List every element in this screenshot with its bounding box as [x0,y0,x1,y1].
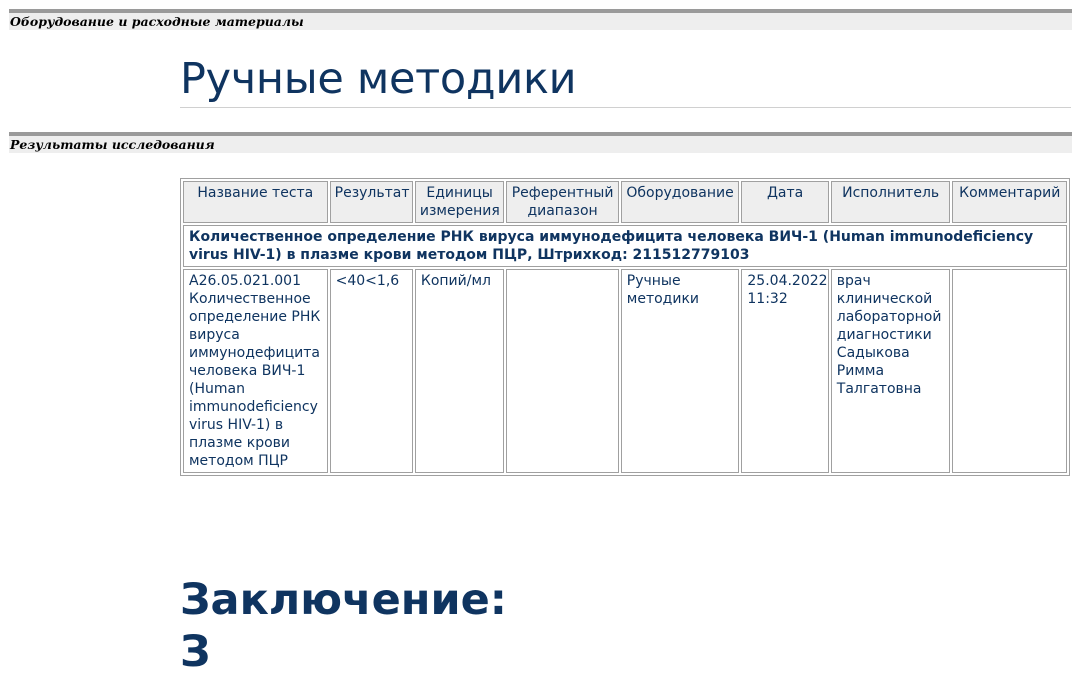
cell-performer: врач клинической лабораторной диагностики Садыкова Римма Талгатовна [831,269,951,473]
column-header-performer: Исполнитель [831,181,951,223]
cell-units: Копий/мл [415,269,504,473]
section-header-results: Результаты исследования [9,132,1072,153]
group-title: Количественное определение РНК вируса иммунодефицита человека ВИЧ-1 (Human immunodeficiency virus HIV-1) в плазме крови методом ПЦР, Штрихкод: 211512779103 [183,225,1067,267]
cell-test-name: A26.05.021.001 Количественное определение РНК вируса иммунодефицита человека ВИЧ-1 (Human immunodeficiency virus HIV-1) в плазме крови методом ПЦР [183,269,328,473]
column-header-comment: Комментарий [952,181,1067,223]
table-header-row [183,181,1067,223]
next-heading-partial [180,627,211,677]
column-header-test-name: Название теста [183,181,328,223]
table-row [183,269,1067,473]
cell-comment [952,269,1067,473]
table-group-row [183,225,1067,267]
column-header-result: Результат [330,181,413,223]
conclusion-heading: Заключение: [180,575,507,625]
cell-equipment: Ручные методики [621,269,740,473]
cell-reference [506,269,618,473]
column-header-date: Дата [741,181,828,223]
cell-date: 25.04.2022 11:32 [741,269,828,473]
section-header-equipment: Оборудование и расходные материалы [9,9,1072,30]
column-header-equipment: Оборудование [621,181,740,223]
results-table [180,178,1070,476]
next-heading-text: З [180,627,211,677]
equipment-heading: Ручные методики [180,52,1071,108]
column-header-units: Единицы измерения [415,181,504,223]
column-header-reference: Референтный диапазон [506,181,618,223]
cell-result: <40<1,6 [330,269,413,473]
